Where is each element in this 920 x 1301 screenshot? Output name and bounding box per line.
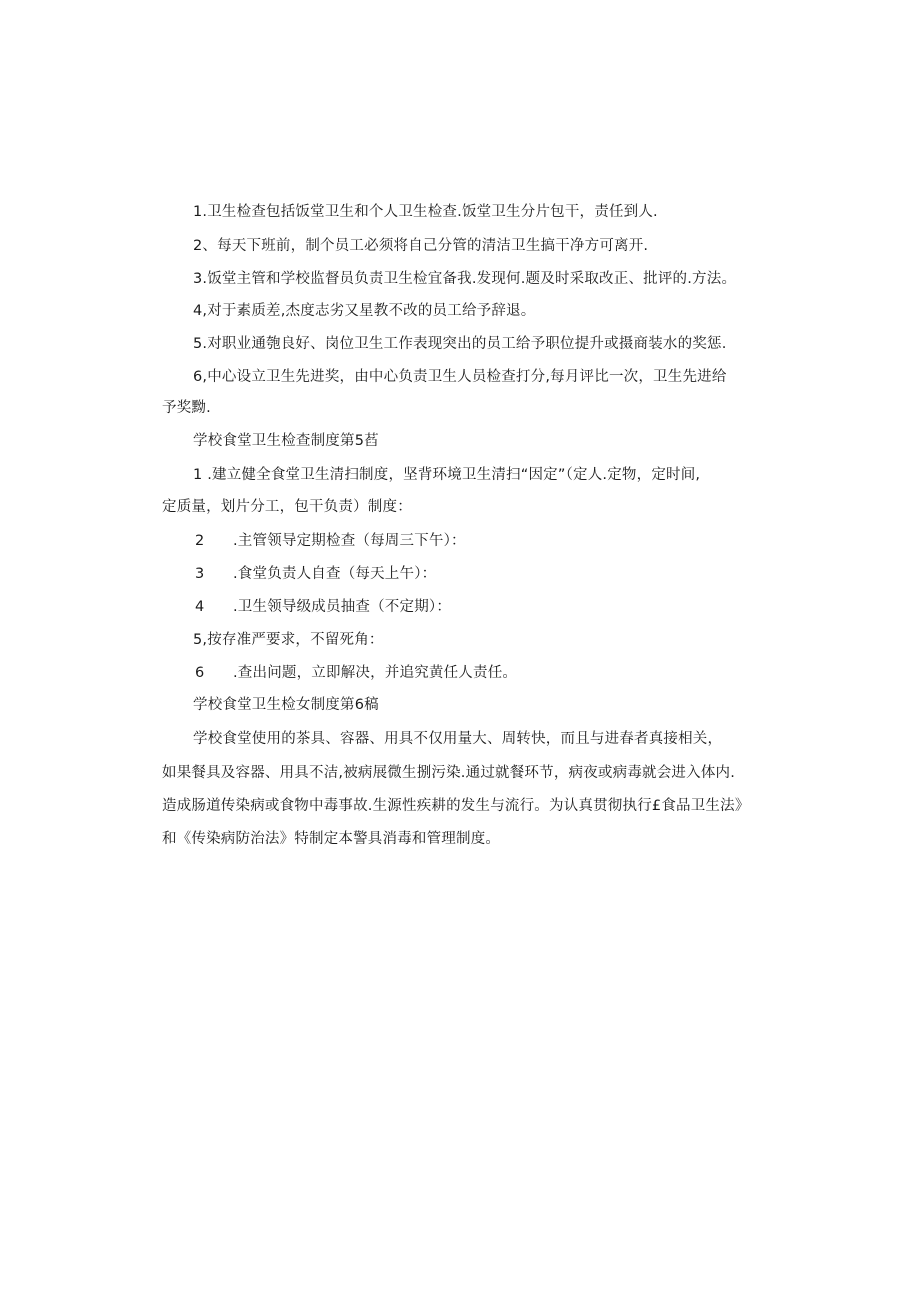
section-heading-6: 学校食堂卫生检女制度第6稿	[193, 697, 379, 713]
inspection-item-3	[195, 564, 436, 584]
section-heading-5: 学校食堂卫生检查制度第5萏	[193, 433, 379, 449]
item-text: .主管领导定期检查（每周三下午）：	[233, 533, 466, 549]
rule-item-6-line-2: 予奖黝.	[162, 400, 211, 416]
item-number: 3	[195, 566, 205, 582]
paragraph-line-3: 造成肠道传染病或食物中毒事故.生源性疾耕的发生与流行。为认真贯彻执行£食品卫生法》	[162, 798, 750, 814]
paragraph-line-4: 和《传染病防治法》特制定本警具消毒和管理制度。	[162, 831, 501, 847]
item-number: 6	[195, 665, 205, 681]
item-text: .查出问题，立即解决，并追究黄任人责任。	[233, 665, 518, 681]
rule-item-5: 5.对职业通匏良好、岗位卫生工作表现突出的员工给予职位提升或摄商装水的奖惩.	[193, 336, 727, 352]
rule-item-4: 4,对于素质差,杰度志劣又星教不改的员工给予辞退。	[193, 303, 536, 319]
paragraph-line-1: 学校食堂使用的茶具、容器、用具不仅用量大、周转快，而且与进春者真接相关，	[193, 731, 723, 747]
inspection-item-1-line-2: 定质量，划片分工，包干负责）制度：	[162, 499, 412, 515]
rule-item-6-line-1: 6,中心设立卫生先进奖，由中心负责卫生人员检查打分,每月评比一次，卫生先进给	[193, 369, 727, 385]
item-text: .卫生领导级成员抽查（不定期）：	[233, 599, 452, 615]
rule-item-3: 3.饭堂主管和学校监督员负责卫生检宜备我.发现何.题及时采取改正、批评的.方法。	[193, 271, 737, 287]
inspection-item-1-line-1: 1 .建立健全食堂卫生清扫制度，坚背环境卫生清扫“因定”（定人.定物，定时间,	[193, 467, 701, 483]
rule-item-2: 2、每天下班前，制个员工必须将自己分管的清洁卫生搞干净方可离开.	[193, 238, 649, 254]
paragraph-line-2: 如果餐具及容器、用具不洁,被病展微生捌污染.通过就餐环节，病夜或病毒就会进入体内.	[162, 765, 736, 781]
inspection-item-5: 5,按存准严要求，不留死角：	[193, 632, 384, 648]
inspection-item-2	[195, 531, 466, 551]
inspection-item-6	[195, 663, 517, 683]
rule-item-1: 1.卫生检查包括饭堂卫生和个人卫生检查.饭堂卫生分片包干，责任到人.	[193, 204, 658, 220]
inspection-item-4	[195, 597, 451, 617]
item-number: 2	[195, 533, 205, 549]
item-text: .食堂负责人自查（每天上午）：	[233, 566, 437, 582]
item-number: 4	[195, 599, 205, 615]
